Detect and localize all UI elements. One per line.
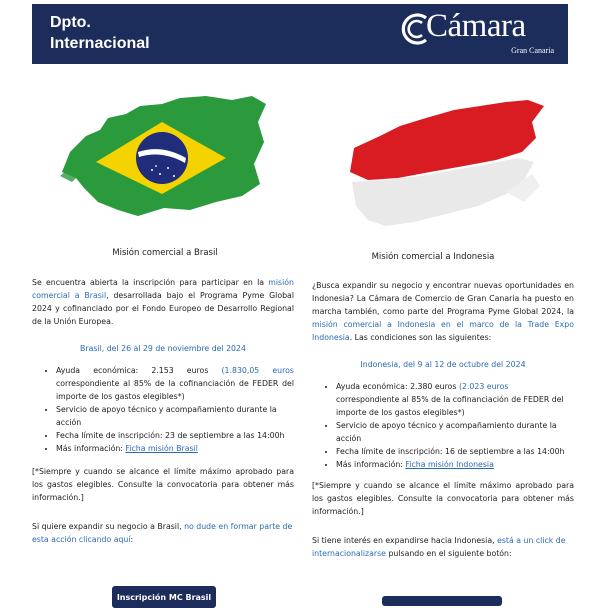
brasil-info-label: Más información:: [56, 444, 126, 453]
list-item: • Servicio de apoyo técnico y acompañamiento durante la acción: [336, 419, 574, 445]
indonesia-dates: Indonesia, del 9 al 12 de octubre del 2024: [360, 360, 526, 369]
brasil-intro: [32, 276, 294, 328]
brasil-conditions-list: [32, 364, 294, 455]
indonesia-conditions-list: [312, 380, 574, 471]
camara-logo[interactable]: [398, 10, 558, 58]
brasil-intro-text: Se encuentra abierta la inscripción para participar en la: [32, 278, 269, 287]
department-title: [50, 12, 150, 54]
list-item: • Fecha límite de inscripción: 16 de septiembre a las 14:00h: [336, 445, 574, 458]
logo-wordmark: Cámara: [426, 8, 526, 44]
brasil-mission-link[interactable]: misión comercial a Brasil: [32, 278, 294, 300]
brazil-flag-image: [56, 92, 271, 220]
department-title-line2: Internacional: [50, 35, 150, 52]
indonesia-info-label: Más información:: [336, 460, 406, 469]
department-title-line1: Dpto.: [50, 14, 91, 31]
indonesia-cta: [312, 534, 574, 560]
indonesia-intro-text: ¿Busca expandir su negocio y encontrar nuevas oportunidades en Indonesia? La Cámara de Comercio de Gran Canaria ha puesto en marcha también, como parte del Programa Pyme Global 2024, la: [312, 281, 574, 316]
brasil-info-link[interactable]: Ficha misión Brasil: [125, 444, 198, 453]
brasil-section-title: Misión comercial a Brasil: [112, 248, 218, 258]
indonesia-section: [312, 279, 574, 560]
header-banner: [32, 4, 568, 64]
indonesia-cta-text-end: pulsando en el siguiente botón:: [385, 549, 512, 558]
brasil-cta-text-end: :: [130, 535, 134, 544]
indonesia-info-link[interactable]: Ficha misión Indonesia: [405, 460, 494, 469]
brasil-section: [32, 276, 294, 546]
list-item: [56, 364, 294, 403]
brasil-note: [*Siempre y cuando se alcance el límite máximo aprobado para los gastos elegibles. Consulte la convocatoria para obtener más información.]: [32, 467, 294, 502]
indonesia-flag-image: [346, 96, 546, 236]
list-item: [336, 380, 574, 419]
indonesia-note: [*Siempre y cuando se alcance el límite máximo aprobado para los gastos elegibles. Consulte la convocatoria para obtener más información.]: [312, 481, 574, 516]
indonesia-intro: [312, 279, 574, 344]
indonesia-mission-link[interactable]: misión comercial a Indonesia en el marco de la Trade Expo Indonesia: [312, 320, 574, 342]
indonesia-cta-text: Si tiene interés en expandirse hacia Indonesia,: [312, 536, 498, 545]
inscripcion-brasil-button[interactable]: Inscripción MC Brasil: [112, 586, 216, 608]
indonesia-aid-text-end: correspondiente al 85% de la cofinanciación de FEDER del importe de los gastos elegibles*): [336, 395, 564, 417]
inscripcion-indonesia-button[interactable]: [382, 596, 502, 606]
brasil-aid-text-end: correspondiente al 85% de la cofinanciación de FEDER del importe de los gastos elegibles*): [56, 379, 294, 401]
indonesia-section-title: Misión comercial a Indonesia: [371, 252, 495, 262]
brasil-cta-link[interactable]: no dude en formar parte de esta acción clicando aquí: [32, 522, 293, 544]
brasil-intro-text-end: , desarrollada bajo el Programa Pyme Global 2024 y cofinanciado por el Fondo Europeo de Desarrollo Regional de la Unión Europea.: [32, 291, 294, 326]
indonesia-aid-amount: (2.023 euros: [458, 382, 509, 391]
indonesia-intro-text-end: . Las condiciones son las siguientes:: [349, 333, 492, 342]
list-item: • Fecha límite de inscripción: 23 de septiembre a las 14:00h: [56, 429, 294, 442]
list-item: [56, 442, 294, 455]
brasil-cta-text: Si quiere expandir su negocio a Brasil,: [32, 522, 185, 531]
brasil-dates: Brasil, del 26 al 29 de noviembre del 2024: [80, 344, 246, 353]
indonesia-aid-text: Ayuda económica: 2.380 euros: [336, 382, 459, 391]
logo-subtitle: Gran Canaria: [511, 46, 554, 55]
list-item: • Servicio de apoyo técnico y acompañamiento durante la acción: [56, 403, 294, 429]
brasil-cta: [32, 520, 294, 546]
brasil-aid-text: Ayuda económica: 2.153 euros: [56, 366, 222, 375]
indonesia-cta-link[interactable]: está a un click de internacionalizarse: [312, 536, 566, 558]
brasil-aid-amount: (1.830,05 euros: [221, 366, 294, 375]
list-item: [336, 458, 574, 471]
